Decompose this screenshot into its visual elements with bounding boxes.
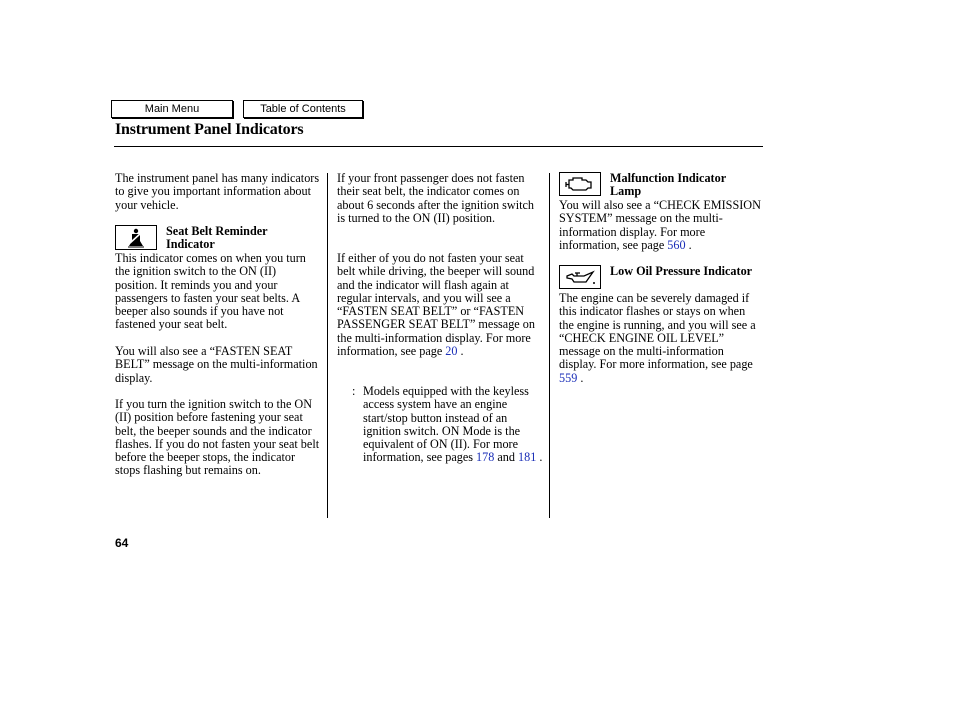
page-title: Instrument Panel Indicators [115,121,304,138]
seatbelt-paragraph-2: You will also see a “FASTEN SEAT BELT” message on the multi-information display. [115,344,318,385]
check-engine-icon [559,172,601,196]
column-divider-1 [327,173,328,518]
page-link-178[interactable]: 178 [476,450,495,465]
page-link-181[interactable]: 181 [518,450,537,465]
driving-paragraph: If either of you do not fasten your seat belt while driving, the beeper will sound and the indicator will flash again at regular intervals, and you will see a “FASTEN SEAT BELT” or “FASTEN PASSENGER SEAT BELT” message on the multi-information display. For more information, see page 20 . [337,251,535,359]
page-link-20[interactable]: 20 [445,344,458,359]
intro-text: The instrument panel has many indicators to give you important information about your vehicle. [115,171,320,212]
title-divider [114,146,763,147]
page-link-560[interactable]: 560 [667,237,686,252]
oil-heading: Low Oil Pressure Indicator [610,264,753,278]
table-of-contents-button[interactable]: Table of Contents [243,100,363,118]
oil-can-icon [559,265,601,289]
column-divider-2 [549,173,550,518]
mil-paragraph: You will also see a “CHECK EMISSION SYSTEM” message on the multi-information display. For more information, see page 560 . [559,198,761,252]
keyless-note: Models equipped with the keyless access system have an engine start/stop button instead of an ignition switch. ON Mode is the equivalent of ON (II). For more information, see pages 178 and 181 . [363,384,543,465]
page-number: 64 [115,536,129,550]
seatbelt-icon [115,225,157,250]
seatbelt-paragraph-1: This indicator comes on when you turn the ignition switch to the ON (II) position. It reminds you and your passengers to fasten your seat belts. A beeper also sounds if you have not fastened your seat belt. [115,251,306,332]
main-menu-button[interactable]: Main Menu [111,100,233,118]
note-marker: : [352,384,356,398]
page-link-559[interactable]: 559 [559,370,578,385]
seatbelt-heading: Seat Belt Reminder Indicator [166,224,268,252]
mil-heading: Malfunction Indicator Lamp [610,171,726,199]
oil-paragraph: The engine can be severely damaged if this indicator flashes or stays on when the engine is running, and you will see a “CHECK ENGINE OIL LEVEL” message on the multi-information display. For more information, see page 559 . [559,291,756,385]
passenger-paragraph: If your front passenger does not fasten their seat belt, the indicator comes on about 6 seconds after the ignition switch is turned to the ON (II) position. [337,171,534,225]
seatbelt-paragraph-3: If you turn the ignition switch to the ON (II) position before fastening your seat belt, the beeper sounds and the indicator flashes. If you do not fasten your seat belt before the beeper stops, the indicator stops flashing but remains on. [115,397,320,478]
